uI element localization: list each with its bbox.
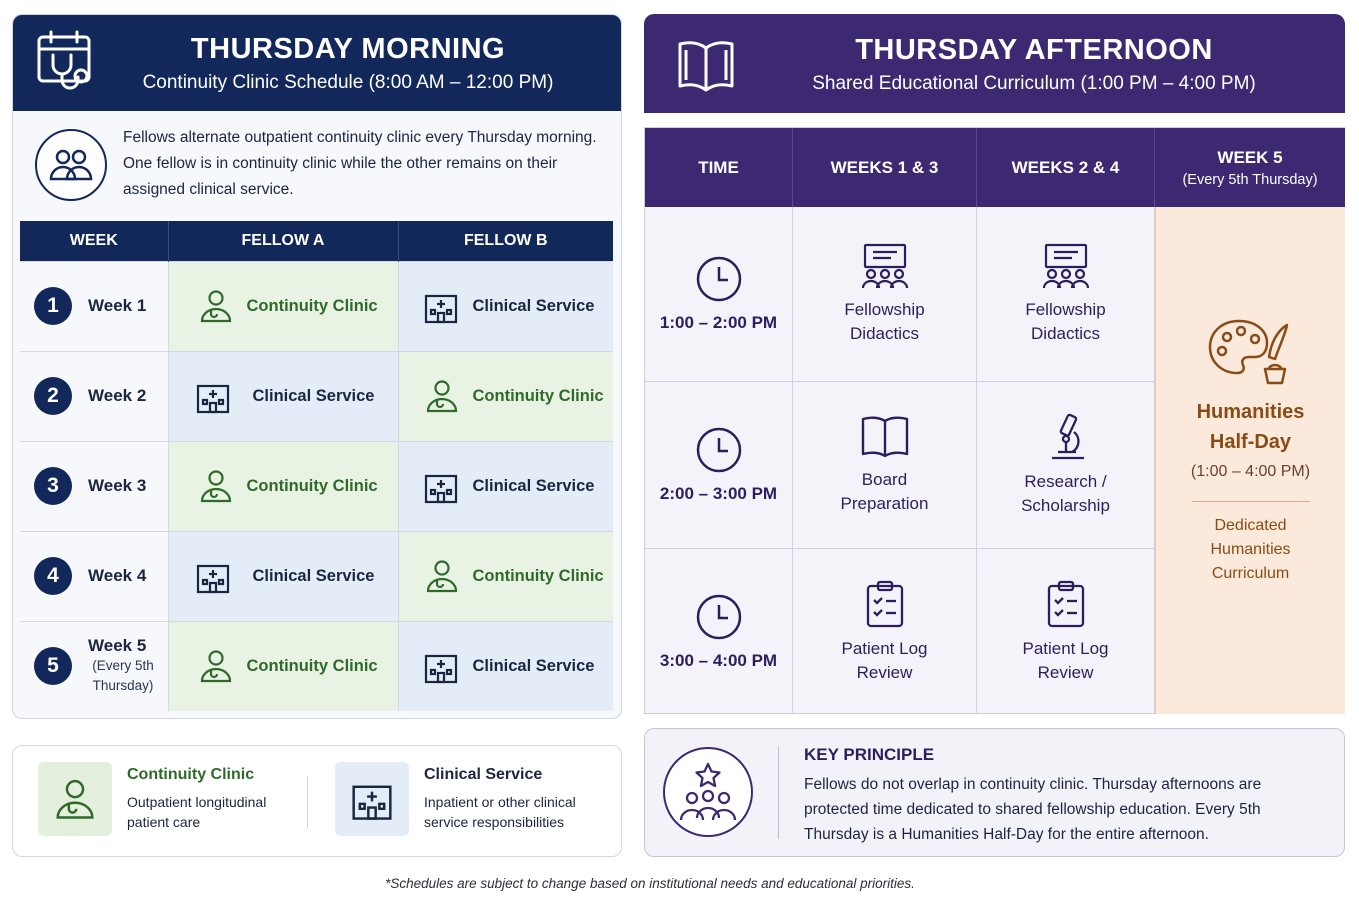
session-cell [793, 549, 977, 714]
time-slot-cell [645, 382, 793, 549]
session-line-2: Review [856, 662, 913, 682]
column-header-fellow-a: FELLOW A [168, 221, 398, 261]
column-header-weeks-2-4 [977, 128, 1155, 207]
table-row [20, 261, 613, 351]
fellow-b-cell [398, 621, 613, 711]
week-number-badge: 3 [34, 467, 72, 505]
key-principle-box [644, 728, 1345, 857]
session-line-1: Patient Log [1022, 638, 1109, 658]
morning-panel [12, 14, 622, 719]
humanities-title-line-2: Half-Day [1209, 431, 1292, 453]
microscope-icon [1044, 412, 1088, 462]
humanities-desc-line-3: Curriculum [1211, 565, 1290, 582]
assignment-label: Clinical Service [472, 296, 595, 315]
assignment-label: Continuity Clinic [472, 566, 604, 585]
clipboard-icon [864, 579, 906, 629]
session-cell [977, 207, 1155, 382]
table-header-row [20, 221, 613, 261]
session-line-1: Fellowship [844, 300, 925, 319]
hospital-icon [195, 378, 231, 414]
session-line-2: Preparation [840, 494, 929, 513]
time-slot-cell [645, 549, 793, 714]
time-label: 1:00 – 2:00 PM [659, 313, 778, 332]
week-number-badge: 2 [34, 377, 72, 415]
session-line-2: Scholarship [1021, 496, 1110, 515]
header-label: TIME [698, 157, 739, 177]
assignment-label: Clinical Service [252, 566, 375, 585]
column-header-time [645, 128, 793, 207]
assignment-label: Clinical Service [472, 476, 595, 495]
session-line-1: Patient Log [841, 638, 928, 658]
key-principle-text: Fellows do not overlap in continuity clinic. Thursday afternoons are protected time dedicated to shared fellowship education. Every 5th Thursday is a Humanities Half-Day for the entire afternoon. [804, 776, 1262, 843]
assignment-label: Continuity Clinic [472, 386, 604, 405]
hospital-icon [195, 558, 231, 594]
week-number-badge: 4 [34, 557, 72, 595]
assignment-label: Continuity Clinic [246, 296, 378, 315]
footnote: *Schedules are subject to change based on institutional needs and educational priorities. [385, 876, 915, 891]
table-row [20, 351, 613, 441]
fellow-b-cell [398, 351, 613, 441]
star-group-icon [663, 747, 753, 837]
fellow-a-cell [168, 441, 398, 531]
column-header-week-5 [1155, 128, 1345, 207]
week-label: Week 5 [88, 636, 147, 656]
morning-intro-text: Fellows alternate outpatient continuity clinic every Thursday morning. One fellow is in continuity clinic while the other remains on their assigned clinical service. [123, 129, 597, 198]
time-slot-cell [645, 207, 793, 382]
header-label: WEEK 5 [1217, 147, 1283, 167]
header-label: WEEKS 2 & 4 [1011, 157, 1120, 177]
column-header-fellow-b: FELLOW B [398, 221, 613, 261]
morning-title: THURSDAY MORNING [190, 33, 506, 65]
clock-icon [695, 593, 743, 641]
clock-icon [695, 255, 743, 303]
fellow-a-cell [168, 351, 398, 441]
humanities-time: (1:00 – 4:00 PM) [1190, 463, 1311, 480]
afternoon-panel [644, 14, 1345, 714]
book-icon [860, 414, 910, 460]
fellow-b-cell [398, 441, 613, 531]
time-label: 2:00 – 3:00 PM [659, 484, 778, 503]
assignment-label: Clinical Service [252, 386, 375, 405]
legend-continuity-swatch [38, 762, 112, 836]
fellow-b-cell [398, 261, 613, 351]
legend-clinical-swatch [335, 762, 409, 836]
fellow-a-cell [168, 531, 398, 621]
week-label: Week 2 [88, 386, 147, 405]
calendar-stethoscope-icon [35, 29, 103, 97]
session-cell [977, 382, 1155, 549]
session-line-1: Research / [1024, 472, 1107, 491]
fellow-b-cell [398, 531, 613, 621]
person-icon [199, 649, 233, 683]
fellow-a-cell [168, 621, 398, 711]
assignment-label: Continuity Clinic [246, 656, 378, 675]
assignment-label: Continuity Clinic [246, 476, 378, 495]
humanities-desc-line-2: Humanities [1210, 541, 1291, 558]
column-header-week: WEEK [20, 221, 168, 261]
session-line-2: Didactics [850, 324, 919, 343]
legend-continuity-desc: Outpatient longitudinal patient care [127, 794, 267, 830]
week-label: Week 4 [88, 566, 147, 585]
session-cell [793, 207, 977, 382]
curriculum-grid [644, 127, 1345, 714]
week-cell [20, 351, 168, 441]
table-row [20, 621, 613, 711]
hospital-icon [423, 468, 459, 504]
session-line-2: Didactics [1031, 324, 1100, 343]
week-cell [20, 531, 168, 621]
week-cell [20, 261, 168, 351]
week-number-badge: 1 [34, 287, 72, 325]
hospital-icon [350, 777, 394, 821]
time-label: 3:00 – 4:00 PM [659, 650, 778, 670]
hospital-icon [423, 648, 459, 684]
person-icon [199, 469, 233, 503]
legend-divider [307, 776, 308, 828]
afternoon-subtitle: Shared Educational Curriculum (1:00 PM – 4:00 PM) [812, 73, 1256, 94]
person-icon [199, 289, 233, 323]
legend-continuity-title: Continuity Clinic [127, 766, 255, 783]
morning-header [13, 15, 621, 111]
table-row [20, 531, 613, 621]
afternoon-title: THURSDAY AFTERNOON [855, 34, 1213, 66]
week-note: (Every 5th Thursday) [92, 658, 154, 694]
palette-icon [1207, 317, 1295, 387]
clock-icon [695, 426, 743, 474]
fellow-a-cell [168, 261, 398, 351]
humanities-cell [1155, 207, 1345, 714]
table-row [20, 441, 613, 531]
session-line-1: Board [861, 470, 908, 489]
week-label: Week 3 [88, 476, 147, 495]
clipboard-icon [1045, 579, 1087, 629]
morning-intro [13, 111, 621, 221]
humanities-divider [1192, 501, 1310, 502]
person-icon [425, 559, 459, 593]
legend-clinical-desc: Inpatient or other clinical service responsibilities [424, 794, 576, 830]
morning-subtitle: Continuity Clinic Schedule (8:00 AM – 12:00 PM) [142, 72, 554, 93]
legend-clinical-title: Clinical Service [424, 766, 543, 783]
book-icon [676, 38, 736, 94]
header-sublabel: (Every 5th Thursday) [1182, 171, 1318, 188]
session-line-1: Fellowship [1025, 300, 1106, 319]
humanities-desc-line-1: Dedicated [1214, 517, 1287, 534]
session-line-2: Review [1037, 662, 1094, 682]
hospital-icon [423, 288, 459, 324]
week-cell [20, 441, 168, 531]
week-number-badge: 5 [34, 647, 72, 685]
key-principle-divider [778, 747, 779, 839]
afternoon-header [644, 14, 1345, 113]
week-label: Week 1 [88, 296, 147, 315]
session-cell [977, 549, 1155, 714]
assignment-label: Clinical Service [472, 656, 595, 675]
person-icon [425, 379, 459, 413]
humanities-title-line-1: Humanities [1196, 401, 1305, 423]
person-icon [54, 778, 96, 820]
key-principle-title: KEY PRINCIPLE [804, 745, 935, 764]
presentation-icon [1040, 242, 1092, 290]
people-icon [35, 129, 107, 201]
week-cell [20, 621, 168, 711]
session-cell [793, 382, 977, 549]
column-header-weeks-1-3 [793, 128, 977, 207]
presentation-icon [859, 242, 911, 290]
rotation-table [20, 221, 613, 711]
header-label: WEEKS 1 & 3 [830, 157, 939, 177]
legend [12, 745, 622, 857]
